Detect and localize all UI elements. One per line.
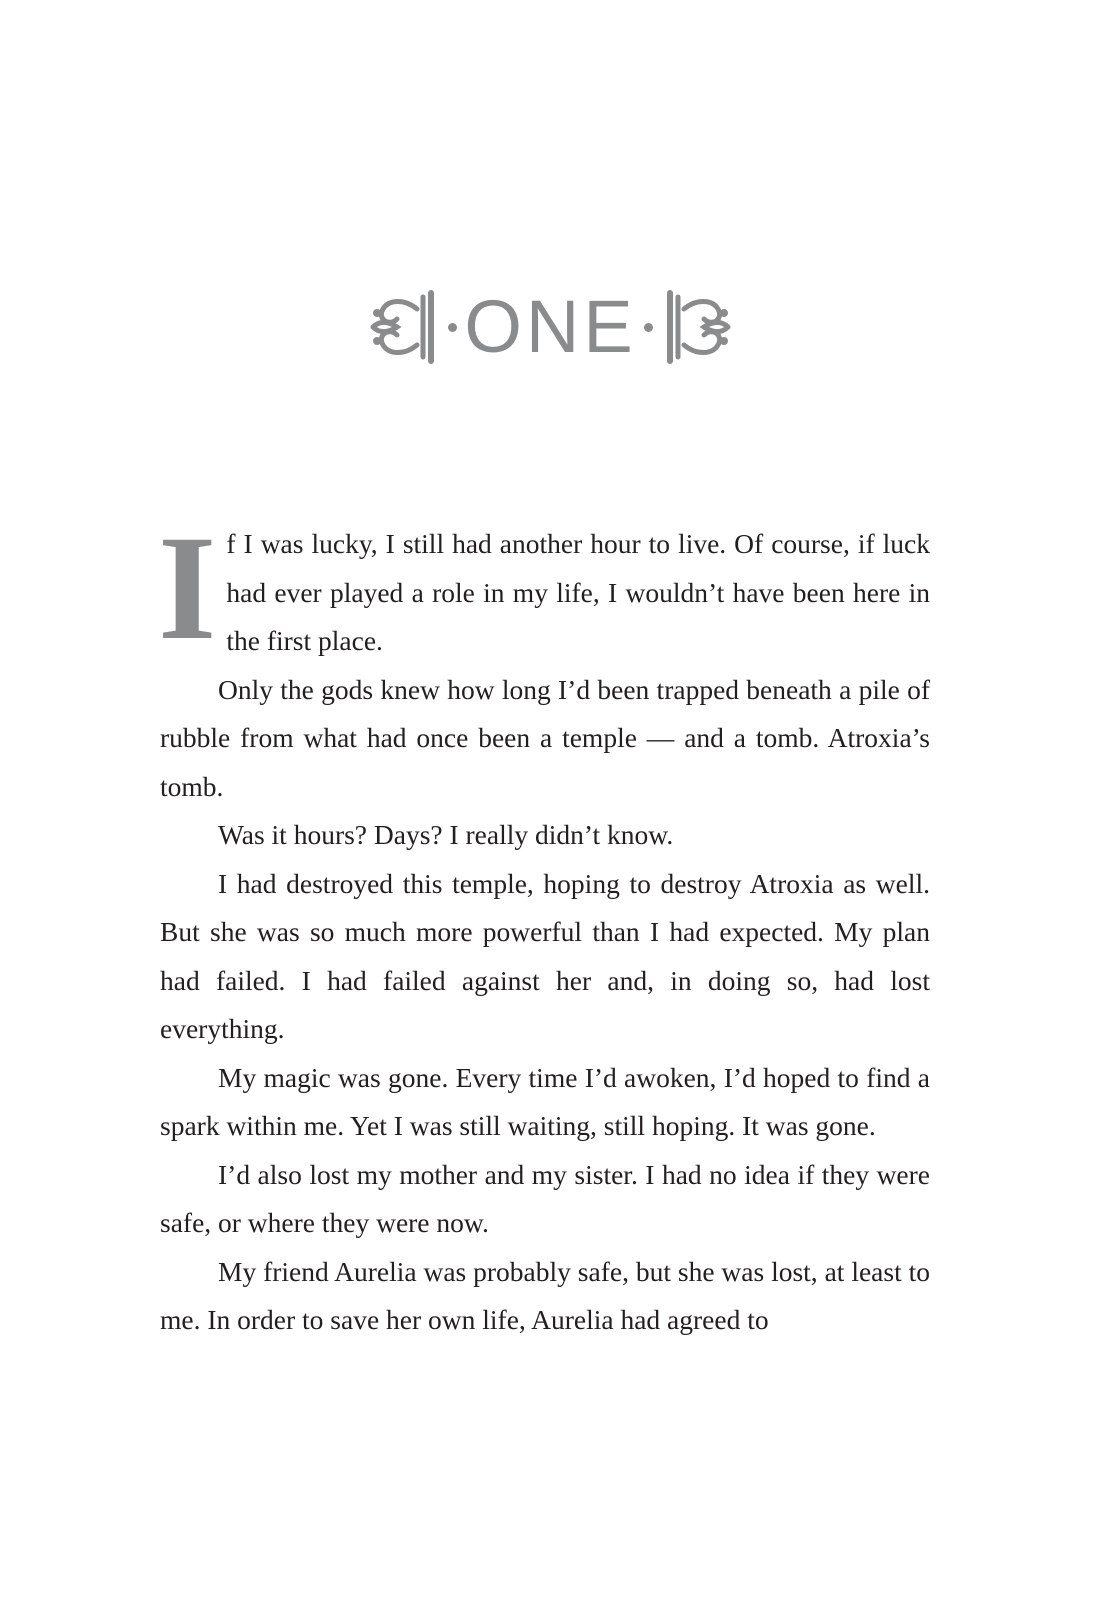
paragraph: My magic was gone. Every time I’d awoken, I’d hoped to find a spark within me. Yet I was still waiting, still hoping. It was gone. [160, 1061, 930, 1141]
paragraph: Only the gods knew how long I’d been trapped beneath a pile of rubble from what had once been a temple — and a tomb. Atroxia’s tomb. [160, 673, 930, 802]
paragraph [158, 505, 930, 671]
ornament-left-icon [367, 289, 439, 365]
title-dot-right [644, 323, 653, 332]
paragraph: My friend Aurelia was probably safe, but she was lost, at least to me. In order to save her own life, Aurelia had agreed to [160, 1255, 930, 1335]
title-dot-left [448, 323, 457, 332]
chapter-heading [0, 282, 1101, 372]
drop-cap: I [158, 505, 217, 671]
chapter-title-text: ONE [464, 285, 637, 368]
chapter-title [441, 285, 659, 368]
ornament-right-icon [662, 289, 734, 365]
paragraph: Was it hours? Days? I really didn’t know. [218, 819, 674, 850]
paragraph-text: f I was lucky, I still had another hour to live. Of course, if luck had ever played a role in my life, I wouldn’t have been here in the first place. [226, 528, 930, 656]
paragraph: I’d also lost my mother and my sister. I had no idea if they were safe, or where they were now. [160, 1158, 930, 1238]
paragraph: I had destroyed this temple, hoping to destroy Atroxia as well. But she was so much more powerful than I had expected. My plan had failed. I had failed against her and, in doing so, had lost everything. [160, 867, 930, 1044]
chapter-body [158, 505, 930, 1345]
